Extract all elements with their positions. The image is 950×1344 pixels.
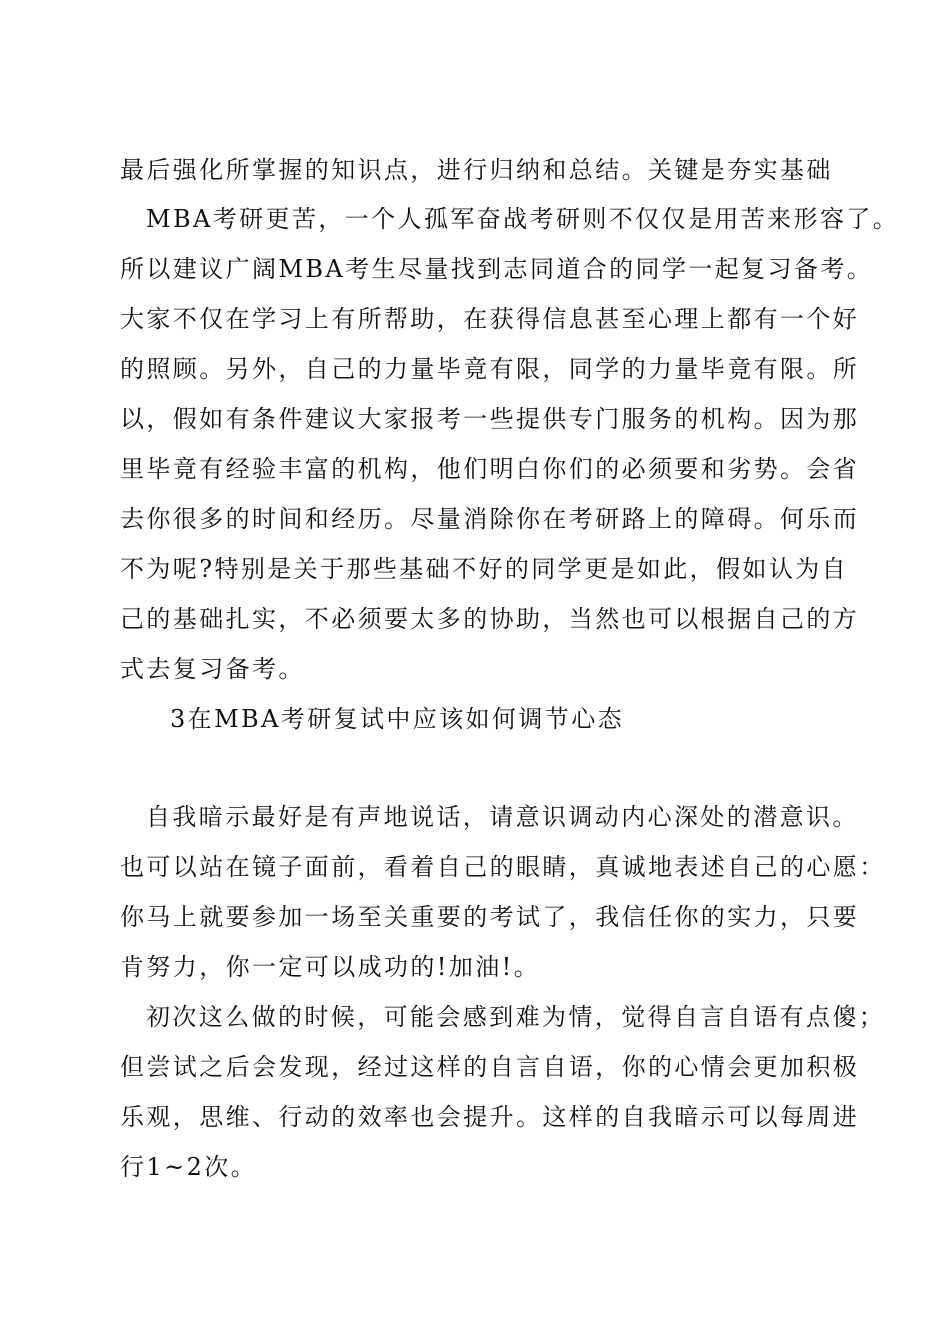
paragraph-first-line: 初次这么做的时候，可能会感到难为情，觉得自言自语有点傻； xyxy=(146,1003,886,1031)
text-line: 去你很多的时间和经历。尽量消除你在考研路上的障碍。何乐而 xyxy=(120,505,860,533)
text-line: 所以建议广阔MBA考生尽量找到志同道合的同学一起复习备考。 xyxy=(120,255,874,283)
text-line: 里毕竟有经验丰富的机构，他们明白你们的必须要和劣势。会省 xyxy=(120,455,860,483)
text-line: 你马上就要参加一场至关重要的考试了，我信任你的实力，只要 xyxy=(120,903,860,931)
text-line: 但尝试之后会发现，经过这样的自言自语，你的心情会更加积极 xyxy=(120,1053,860,1081)
text-line: 己的基础扎实，不必须要太多的协助，当然也可以根据自己的方 xyxy=(120,605,860,633)
text-line: 大家不仅在学习上有所帮助，在获得信息甚至心理上都有一个好 xyxy=(120,305,860,333)
text-line: 乐观，思维、行动的效率也会提升。这样的自我暗示可以每周进 xyxy=(120,1103,860,1131)
text-line: 不为呢?特别是关于那些基础不好的同学更是如此，假如认为自 xyxy=(120,555,849,583)
text-line: 行1~2次。 xyxy=(120,1153,258,1181)
section-heading: 3在MBA考研复试中应该如何调节心态 xyxy=(170,705,625,733)
text-line: 的照顾。另外，自己的力量毕竟有限，同学的力量毕竟有限。所 xyxy=(120,355,860,383)
paragraph-first-line: 自我暗示最好是有声地说话，请意识调动内心深处的潜意识。 xyxy=(146,803,859,831)
text-line: 式去复习备考。 xyxy=(120,655,305,683)
text-line: 肯努力，你一定可以成功的!加油!。 xyxy=(120,953,541,981)
paragraph-first-line: MBA考研更苦，一个人孤军奋战考研则不仅仅是用苦来形容了。 xyxy=(146,205,900,233)
text-line: 也可以站在镜子面前，看着自己的眼睛，真诚地表述自己的心愿： xyxy=(120,853,886,881)
text-line: 以，假如有条件建议大家报考一些提供专门服务的机构。因为那 xyxy=(120,405,860,433)
text-line: 最后强化所掌握的知识点，进行归纳和总结。关键是夯实基础 xyxy=(120,156,833,184)
